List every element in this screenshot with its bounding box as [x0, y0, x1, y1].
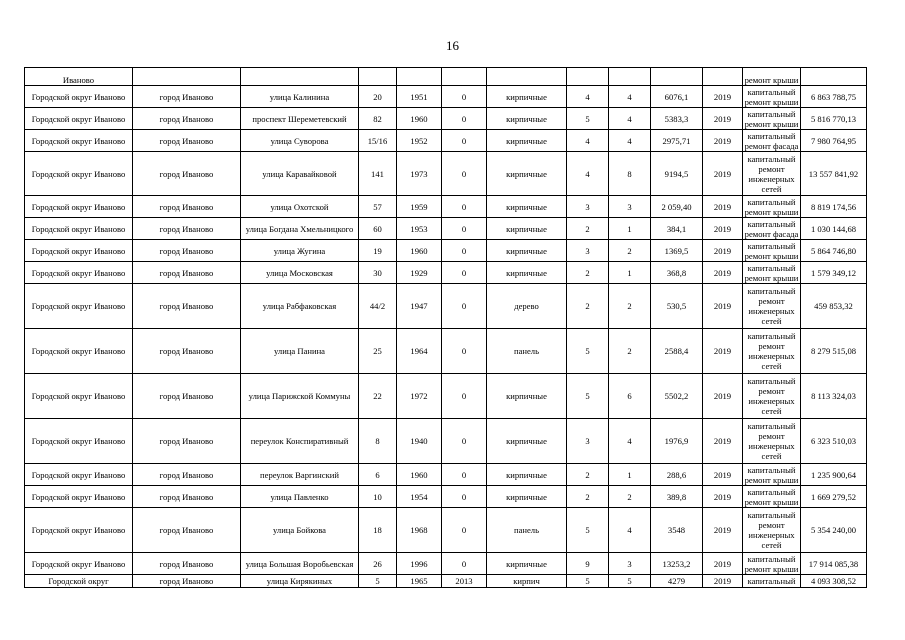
- cell-cost: 8 113 324,03: [801, 374, 867, 419]
- cell-cost: 8 819 174,56: [801, 196, 867, 218]
- cell-year: 1960: [397, 464, 442, 486]
- cell-floors: 3: [567, 240, 609, 262]
- cell-privatization-year: 0: [442, 86, 487, 108]
- cell-house: 15/16: [359, 130, 397, 152]
- cell-area: 2 059,40: [651, 196, 703, 218]
- table-row: [25, 575, 867, 588]
- cell-area: 13253,2: [651, 553, 703, 575]
- cell-work: капитальный: [743, 575, 801, 588]
- cell-floors: 2: [567, 284, 609, 329]
- cell-entrances: 5: [609, 575, 651, 588]
- cell-privatization-year: 0: [442, 108, 487, 130]
- cell-municipality: Иваново: [25, 68, 133, 86]
- cell-walls: кирпичные: [487, 152, 567, 196]
- cell-plan-year: 2019: [703, 464, 743, 486]
- table-row: [25, 374, 867, 419]
- cell-entrances: 2: [609, 329, 651, 374]
- cell-plan-year: 2019: [703, 240, 743, 262]
- cell-street: улица Богдана Хмельницкого: [241, 218, 359, 240]
- cell-city: город Иваново: [133, 86, 241, 108]
- cell-city: город Иваново: [133, 575, 241, 588]
- cell-entrances: 1: [609, 262, 651, 284]
- cell-street: переулок Конспиративный: [241, 419, 359, 464]
- table-row: [25, 86, 867, 108]
- cell-floors: 9: [567, 553, 609, 575]
- cell-year: 1947: [397, 284, 442, 329]
- cell-plan-year: 2019: [703, 130, 743, 152]
- cell-cost: 4 093 308,52: [801, 575, 867, 588]
- cell-street: улица Большая Воробьевская: [241, 553, 359, 575]
- cell-street: улица Каравайковой: [241, 152, 359, 196]
- cell-walls: дерево: [487, 284, 567, 329]
- cell-empty: [442, 68, 487, 86]
- cell-city: город Иваново: [133, 108, 241, 130]
- cell-city: город Иваново: [133, 196, 241, 218]
- cell-house: 22: [359, 374, 397, 419]
- cell-municipality: Городской округ Иваново: [25, 86, 133, 108]
- cell-entrances: 2: [609, 486, 651, 508]
- cell-year: 1960: [397, 240, 442, 262]
- cell-floors: 4: [567, 152, 609, 196]
- capital-repair-table: [24, 67, 867, 588]
- cell-cost: 13 557 841,92: [801, 152, 867, 196]
- cell-cost: 459 853,32: [801, 284, 867, 329]
- cell-empty: [703, 68, 743, 86]
- table-body: [25, 68, 867, 588]
- cell-floors: 5: [567, 329, 609, 374]
- cell-area: 1976,9: [651, 419, 703, 464]
- cell-privatization-year: 0: [442, 240, 487, 262]
- cell-plan-year: 2019: [703, 575, 743, 588]
- cell-street: улица Павленко: [241, 486, 359, 508]
- cell-plan-year: 2019: [703, 152, 743, 196]
- cell-city: город Иваново: [133, 218, 241, 240]
- cell-municipality: Городской округ Иваново: [25, 196, 133, 218]
- cell-plan-year: 2019: [703, 486, 743, 508]
- cell-cost: 6 323 510,03: [801, 419, 867, 464]
- cell-street: проспект Шереметевский: [241, 108, 359, 130]
- table-row: [25, 218, 867, 240]
- cell-house: 60: [359, 218, 397, 240]
- cell-empty: [609, 68, 651, 86]
- cell-municipality: Городской округ Иваново: [25, 419, 133, 464]
- cell-empty: [241, 68, 359, 86]
- cell-walls: кирпичные: [487, 553, 567, 575]
- cell-city: город Иваново: [133, 553, 241, 575]
- cell-cost: 5 864 746,80: [801, 240, 867, 262]
- cell-year: 1996: [397, 553, 442, 575]
- cell-entrances: 4: [609, 508, 651, 553]
- cell-walls: кирпичные: [487, 262, 567, 284]
- cell-house: 25: [359, 329, 397, 374]
- cell-street: улица Бойкова: [241, 508, 359, 553]
- cell-privatization-year: 0: [442, 374, 487, 419]
- cell-privatization-year: 0: [442, 262, 487, 284]
- cell-street: улица Жугина: [241, 240, 359, 262]
- cell-cost: 6 863 788,75: [801, 86, 867, 108]
- cell-entrances: 1: [609, 464, 651, 486]
- cell-area: 5383,3: [651, 108, 703, 130]
- cell-year: 1960: [397, 108, 442, 130]
- cell-privatization-year: 0: [442, 130, 487, 152]
- cell-privatization-year: 0: [442, 218, 487, 240]
- cell-house: 26: [359, 553, 397, 575]
- cell-municipality: Городской округ Иваново: [25, 130, 133, 152]
- table-row: [25, 464, 867, 486]
- table-row: [25, 553, 867, 575]
- table-row: [25, 262, 867, 284]
- cell-house: 44/2: [359, 284, 397, 329]
- cell-municipality: Городской округ Иваново: [25, 553, 133, 575]
- cell-work: капитальный ремонт крыши: [743, 108, 801, 130]
- cell-floors: 4: [567, 130, 609, 152]
- cell-work: капитальный ремонт крыши: [743, 262, 801, 284]
- cell-cost: 17 914 085,38: [801, 553, 867, 575]
- cell-area: 368,8: [651, 262, 703, 284]
- cell-street: улица Парижской Коммуны: [241, 374, 359, 419]
- table-row-continuation: [25, 68, 867, 86]
- cell-year: 1954: [397, 486, 442, 508]
- cell-work: капитальный ремонт фасада: [743, 218, 801, 240]
- cell-plan-year: 2019: [703, 374, 743, 419]
- cell-floors: 2: [567, 262, 609, 284]
- cell-area: 389,8: [651, 486, 703, 508]
- cell-walls: кирпичные: [487, 464, 567, 486]
- cell-municipality: Городской округ Иваново: [25, 218, 133, 240]
- cell-plan-year: 2019: [703, 419, 743, 464]
- cell-city: город Иваново: [133, 464, 241, 486]
- cell-municipality: Городской округ Иваново: [25, 262, 133, 284]
- cell-floors: 5: [567, 374, 609, 419]
- cell-empty: [801, 68, 867, 86]
- cell-work: капитальный ремонт крыши: [743, 553, 801, 575]
- cell-plan-year: 2019: [703, 553, 743, 575]
- cell-city: город Иваново: [133, 284, 241, 329]
- cell-floors: 3: [567, 196, 609, 218]
- cell-privatization-year: 0: [442, 329, 487, 374]
- cell-privatization-year: 0: [442, 419, 487, 464]
- table-row: [25, 486, 867, 508]
- table-row: [25, 152, 867, 196]
- cell-house: 20: [359, 86, 397, 108]
- cell-street: улица Охотской: [241, 196, 359, 218]
- cell-area: 384,1: [651, 218, 703, 240]
- cell-cost: 1 669 279,52: [801, 486, 867, 508]
- cell-city: город Иваново: [133, 152, 241, 196]
- cell-work: капитальный ремонт инженерных сетей: [743, 329, 801, 374]
- cell-city: город Иваново: [133, 486, 241, 508]
- cell-area: 2975,71: [651, 130, 703, 152]
- cell-city: город Иваново: [133, 508, 241, 553]
- cell-house: 82: [359, 108, 397, 130]
- cell-work: капитальный ремонт инженерных сетей: [743, 374, 801, 419]
- cell-cost: 1 579 349,12: [801, 262, 867, 284]
- cell-municipality: Городской округ Иваново: [25, 152, 133, 196]
- cell-walls: кирпичные: [487, 130, 567, 152]
- table-row: [25, 284, 867, 329]
- cell-municipality: Городской округ Иваново: [25, 284, 133, 329]
- cell-area: 6076,1: [651, 86, 703, 108]
- cell-work: капитальный ремонт крыши: [743, 240, 801, 262]
- cell-floors: 2: [567, 464, 609, 486]
- cell-entrances: 4: [609, 86, 651, 108]
- cell-floors: 2: [567, 218, 609, 240]
- cell-floors: 5: [567, 108, 609, 130]
- cell-privatization-year: 0: [442, 553, 487, 575]
- cell-house: 8: [359, 419, 397, 464]
- cell-plan-year: 2019: [703, 284, 743, 329]
- table-row: [25, 508, 867, 553]
- cell-year: 1964: [397, 329, 442, 374]
- cell-city: город Иваново: [133, 240, 241, 262]
- table-row: [25, 329, 867, 374]
- cell-work: капитальный ремонт инженерных сетей: [743, 419, 801, 464]
- cell-floors: 4: [567, 86, 609, 108]
- cell-area: 5502,2: [651, 374, 703, 419]
- cell-house: 6: [359, 464, 397, 486]
- cell-city: город Иваново: [133, 419, 241, 464]
- cell-entrances: 6: [609, 374, 651, 419]
- cell-city: город Иваново: [133, 374, 241, 419]
- cell-privatization-year: 0: [442, 508, 487, 553]
- cell-floors: 5: [567, 575, 609, 588]
- cell-area: 288,6: [651, 464, 703, 486]
- cell-entrances: 4: [609, 130, 651, 152]
- cell-city: город Иваново: [133, 329, 241, 374]
- cell-work: капитальный ремонт инженерных сетей: [743, 284, 801, 329]
- cell-empty: [397, 68, 442, 86]
- cell-house: 19: [359, 240, 397, 262]
- cell-plan-year: 2019: [703, 86, 743, 108]
- cell-floors: 2: [567, 486, 609, 508]
- cell-work: капитальный ремонт крыши: [743, 196, 801, 218]
- cell-entrances: 2: [609, 240, 651, 262]
- table-row: [25, 108, 867, 130]
- cell-municipality: Городской округ Иваново: [25, 329, 133, 374]
- table-row: [25, 196, 867, 218]
- cell-house: 18: [359, 508, 397, 553]
- cell-street: улица Рабфаковская: [241, 284, 359, 329]
- cell-walls: кирпич: [487, 575, 567, 588]
- cell-entrances: 1: [609, 218, 651, 240]
- cell-municipality: Городской округ: [25, 575, 133, 588]
- cell-privatization-year: 0: [442, 284, 487, 329]
- cell-municipality: Городской округ Иваново: [25, 508, 133, 553]
- cell-municipality: Городской округ Иваново: [25, 486, 133, 508]
- cell-year: 1965: [397, 575, 442, 588]
- cell-cost: 1 235 900,64: [801, 464, 867, 486]
- cell-area: 3548: [651, 508, 703, 553]
- cell-entrances: 4: [609, 108, 651, 130]
- cell-empty: [651, 68, 703, 86]
- cell-plan-year: 2019: [703, 508, 743, 553]
- cell-year: 1953: [397, 218, 442, 240]
- cell-entrances: 8: [609, 152, 651, 196]
- cell-floors: 3: [567, 419, 609, 464]
- table-row: [25, 240, 867, 262]
- cell-municipality: Городской округ Иваново: [25, 464, 133, 486]
- table-row: [25, 130, 867, 152]
- cell-year: 1973: [397, 152, 442, 196]
- cell-empty: [133, 68, 241, 86]
- cell-empty: [487, 68, 567, 86]
- cell-privatization-year: 0: [442, 152, 487, 196]
- cell-entrances: 3: [609, 553, 651, 575]
- cell-work: капитальный ремонт инженерных сетей: [743, 508, 801, 553]
- cell-year: 1968: [397, 508, 442, 553]
- cell-walls: кирпичные: [487, 240, 567, 262]
- cell-privatization-year: 0: [442, 486, 487, 508]
- cell-year: 1972: [397, 374, 442, 419]
- cell-municipality: Городской округ Иваново: [25, 240, 133, 262]
- cell-walls: панель: [487, 508, 567, 553]
- table-row: [25, 419, 867, 464]
- cell-cost: 5 816 770,13: [801, 108, 867, 130]
- cell-cost: 1 030 144,68: [801, 218, 867, 240]
- cell-entrances: 2: [609, 284, 651, 329]
- cell-plan-year: 2019: [703, 218, 743, 240]
- cell-work: капитальный ремонт фасада: [743, 130, 801, 152]
- cell-year: 1959: [397, 196, 442, 218]
- cell-city: город Иваново: [133, 262, 241, 284]
- cell-area: 4279: [651, 575, 703, 588]
- cell-cost: 5 354 240,00: [801, 508, 867, 553]
- cell-house: 10: [359, 486, 397, 508]
- cell-walls: кирпичные: [487, 419, 567, 464]
- cell-walls: кирпичные: [487, 196, 567, 218]
- cell-area: 530,5: [651, 284, 703, 329]
- cell-street: улица Калинина: [241, 86, 359, 108]
- cell-city: город Иваново: [133, 130, 241, 152]
- cell-plan-year: 2019: [703, 108, 743, 130]
- cell-walls: кирпичные: [487, 218, 567, 240]
- cell-house: 30: [359, 262, 397, 284]
- cell-street: улица Суворова: [241, 130, 359, 152]
- page-number: 16: [446, 38, 459, 53]
- cell-empty: [359, 68, 397, 86]
- cell-cost: 8 279 515,08: [801, 329, 867, 374]
- cell-house: 141: [359, 152, 397, 196]
- cell-area: 9194,5: [651, 152, 703, 196]
- cell-year: 1951: [397, 86, 442, 108]
- cell-walls: кирпичные: [487, 86, 567, 108]
- cell-privatization-year: 0: [442, 196, 487, 218]
- cell-work: ремонт крыши: [743, 68, 801, 86]
- cell-walls: кирпичные: [487, 374, 567, 419]
- cell-area: 1369,5: [651, 240, 703, 262]
- cell-entrances: 3: [609, 196, 651, 218]
- cell-privatization-year: 0: [442, 464, 487, 486]
- cell-street: улица Московская: [241, 262, 359, 284]
- cell-work: капитальный ремонт крыши: [743, 464, 801, 486]
- cell-street: переулок Варгинский: [241, 464, 359, 486]
- cell-year: 1940: [397, 419, 442, 464]
- cell-plan-year: 2019: [703, 196, 743, 218]
- cell-floors: 5: [567, 508, 609, 553]
- cell-municipality: Городской округ Иваново: [25, 374, 133, 419]
- cell-municipality: Городской округ Иваново: [25, 108, 133, 130]
- cell-plan-year: 2019: [703, 329, 743, 374]
- cell-house: 5: [359, 575, 397, 588]
- cell-entrances: 4: [609, 419, 651, 464]
- cell-work: капитальный ремонт крыши: [743, 86, 801, 108]
- cell-year: 1952: [397, 130, 442, 152]
- cell-year: 1929: [397, 262, 442, 284]
- cell-house: 57: [359, 196, 397, 218]
- cell-plan-year: 2019: [703, 262, 743, 284]
- cell-street: улица Кирякиных: [241, 575, 359, 588]
- cell-work: капитальный ремонт крыши: [743, 486, 801, 508]
- cell-cost: 7 980 764,95: [801, 130, 867, 152]
- cell-empty: [567, 68, 609, 86]
- cell-area: 2588,4: [651, 329, 703, 374]
- cell-privatization-year: 2013: [442, 575, 487, 588]
- cell-walls: панель: [487, 329, 567, 374]
- cell-work: капитальный ремонт инженерных сетей: [743, 152, 801, 196]
- cell-walls: кирпичные: [487, 486, 567, 508]
- cell-walls: кирпичные: [487, 108, 567, 130]
- cell-street: улица Панина: [241, 329, 359, 374]
